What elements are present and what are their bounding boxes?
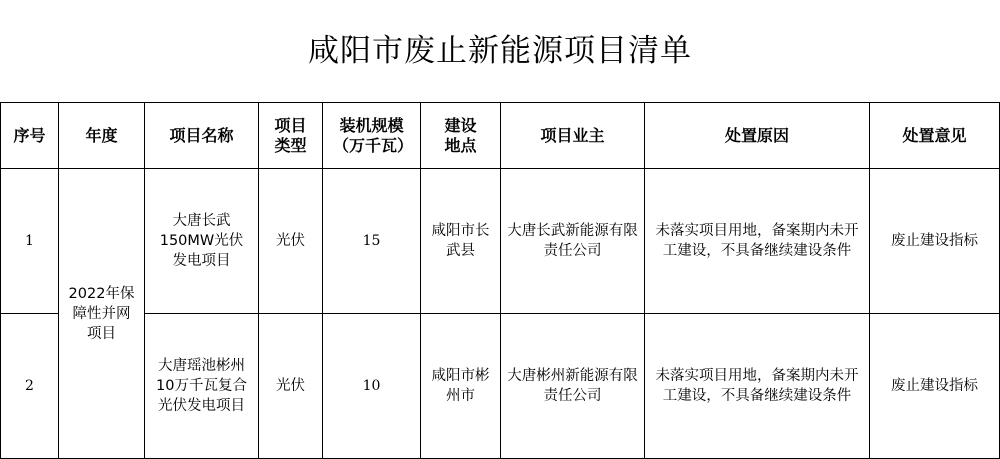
document-title: 咸阳市废止新能源项目清单 (308, 33, 692, 69)
cell-owner: 大唐彬州新能源有限责任公司 (501, 314, 645, 459)
header-location: 建设地点 (421, 103, 501, 169)
cell-reason: 未落实项目用地，备案期内未开工建设，不具备继续建设条件 (645, 314, 870, 459)
cell-location: 咸阳市长武县 (421, 169, 501, 314)
table-row (1, 169, 1000, 314)
cell-owner: 大唐长武新能源有限责任公司 (501, 169, 645, 314)
project-table (0, 102, 1000, 459)
cell-capacity: 10 (323, 314, 421, 459)
cell-capacity: 15 (323, 169, 421, 314)
cell-no: 1 (1, 169, 59, 314)
header-no: 序号 (1, 103, 59, 169)
cell-type: 光伏 (259, 169, 323, 314)
table-header-row (1, 103, 1000, 169)
header-reason: 处置原因 (645, 103, 870, 169)
cell-no: 2 (1, 314, 59, 459)
header-name: 项目名称 (145, 103, 259, 169)
header-owner: 项目业主 (501, 103, 645, 169)
cell-name: 大唐长武150MW光伏发电项目 (145, 169, 259, 314)
cell-name: 大唐瑶池彬州10万千瓦复合光伏发电项目 (145, 314, 259, 459)
cell-year-group: 2022年保障性并网项目 (59, 169, 145, 459)
header-year: 年度 (59, 103, 145, 169)
cell-type: 光伏 (259, 314, 323, 459)
cell-opinion: 废止建设指标 (870, 169, 1000, 314)
table-row (1, 314, 1000, 459)
cell-location: 咸阳市彬州市 (421, 314, 501, 459)
header-opinion: 处置意见 (870, 103, 1000, 169)
cell-opinion: 废止建设指标 (870, 314, 1000, 459)
header-type: 项目类型 (259, 103, 323, 169)
cell-reason: 未落实项目用地，备案期内未开工建设，不具备继续建设条件 (645, 169, 870, 314)
header-capacity: 装机规模（万千瓦） (323, 103, 421, 169)
